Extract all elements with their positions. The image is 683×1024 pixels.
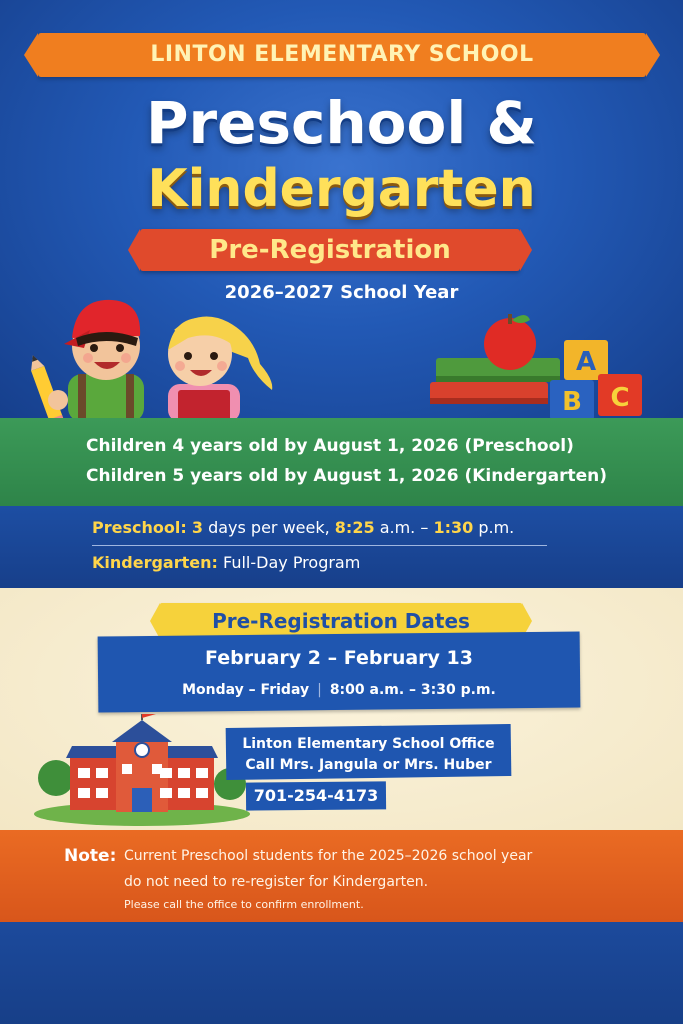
- preschool-schedule: Preschool: 3 days per week, 8:25 a.m. – 1:30 p.m.: [92, 518, 515, 537]
- dates-heading: Pre-Registration Dates: [212, 609, 470, 633]
- girl-illustration: [168, 317, 272, 422]
- footer-background: [0, 922, 683, 1024]
- dates-range: February 2 – February 13: [205, 647, 473, 669]
- eligibility-kindergarten: Children 5 years old by August 1, 2026 (Kindergarten): [86, 466, 607, 486]
- office-contacts: Call Mrs. Jangula or Mrs. Huber: [245, 757, 492, 773]
- svg-text:B: B: [562, 387, 582, 417]
- eligibility-preschool: Children 4 years old by August 1, 2026 (Preschool): [86, 436, 574, 456]
- note-label: Note:: [64, 846, 117, 866]
- svg-text:A: A: [575, 347, 597, 377]
- phone-number[interactable]: 701-254-4173: [253, 786, 379, 805]
- kids-illustration: [28, 288, 288, 422]
- school-year: 2026–2027 School Year: [224, 282, 459, 303]
- apple-books-blocks-illustration: [426, 310, 648, 422]
- title-preschool: Preschool &: [146, 89, 537, 157]
- schedule-divider: [92, 545, 547, 546]
- office-name: Linton Elementary School Office: [242, 736, 495, 752]
- preregistration-label: Pre-Registration: [209, 235, 451, 265]
- note-line-1: Current Preschool students for the 2025–2026 school year: [124, 848, 533, 864]
- abc-blocks: [550, 340, 642, 420]
- school-building-illustration: [30, 714, 252, 826]
- eligibility-band: [0, 418, 683, 506]
- dates-panel: [98, 631, 581, 712]
- kindergarten-schedule: Kindergarten: Full-Day Program: [92, 553, 361, 572]
- svg-text:C: C: [610, 383, 630, 413]
- title-kindergarten: Kindergarten: [147, 159, 536, 219]
- boy-illustration: [28, 300, 144, 422]
- apple-icon: [484, 318, 536, 370]
- flag-icon: [142, 714, 156, 718]
- school-name: LINTON ELEMENTARY SCHOOL: [150, 42, 534, 67]
- dates-hours: Monday – Friday | 8:00 a.m. – 3:30 p.m.: [182, 682, 496, 698]
- note-line-2: do not need to re-register for Kindergarten.: [124, 874, 429, 890]
- note-line-3: Please call the office to confirm enrollment.: [124, 898, 364, 911]
